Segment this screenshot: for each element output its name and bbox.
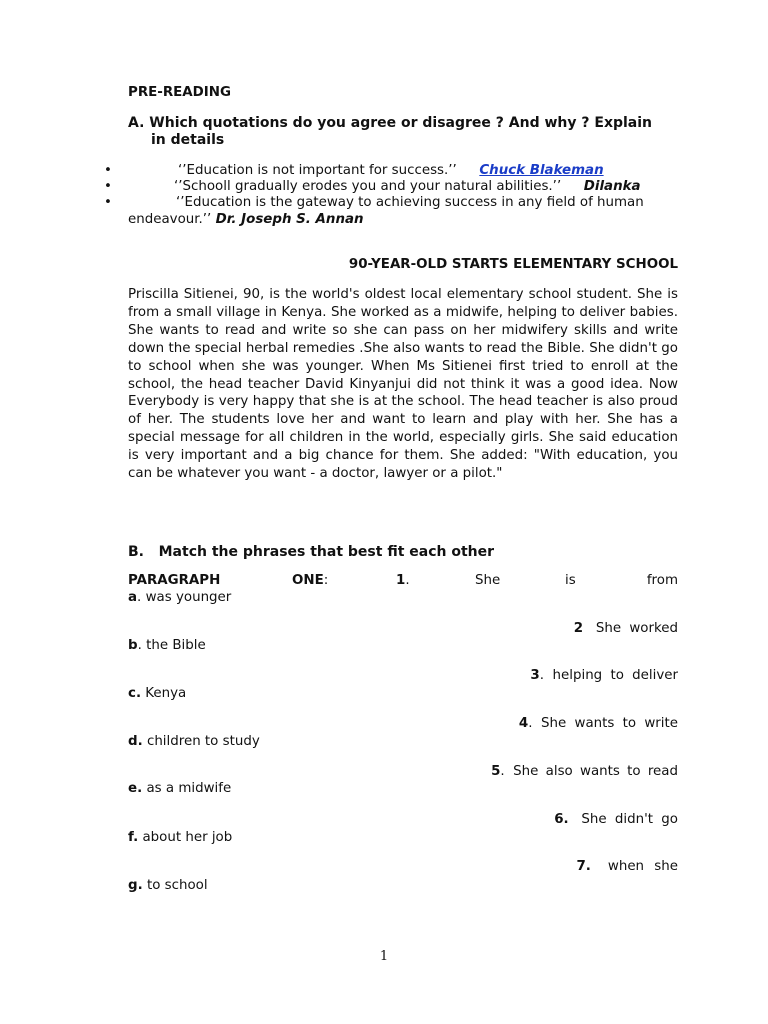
- item-text: She also wants to read: [513, 764, 678, 779]
- item-number: 1: [396, 573, 406, 588]
- lettered-item: [128, 734, 260, 749]
- lettered-item: [128, 590, 231, 605]
- item-word: from: [646, 573, 678, 588]
- item-letter: d.: [128, 734, 143, 749]
- item-sep: .: [528, 716, 533, 731]
- quote-author-link[interactable]: Chuck Blakeman: [479, 163, 604, 178]
- item-letter: c.: [128, 686, 142, 701]
- item-text: the Bible: [146, 638, 206, 653]
- quote-text: ‘’Education is not important for success.’’: [178, 163, 457, 178]
- item-sep: .: [137, 638, 142, 653]
- quote-text-line2: endeavour.’’: [128, 211, 212, 227]
- item-number: 2: [573, 621, 584, 636]
- section-b-heading: [128, 544, 494, 560]
- item-text: when she: [607, 859, 678, 874]
- page-number: 1: [379, 949, 389, 964]
- quote-author: Dr. Joseph S. Annan: [215, 211, 364, 227]
- article-body: Priscilla Sitienei, 90, is the world's oldest local elementary school student. She is from a small village in Kenya. She worked as a midwife, helping to deliver babies. She wants to read and write so she can pass on her midwifery skills and write down the special herbal remedies .She also wants to read the Bible. She didn't go to school when she was younger. When Ms Sitienei first tried to enroll at the school, the head teacher David Kinyanjui did not think it was a good idea. Now Everybody is very happy that she is at the school. The head teacher is also proud of her. The students love her and want to learn and play with her. She has a special message for all children in the world, especially girls. She said education is very important and a big chance for them. She added: "With education, you can be whatever you want - a doctor, lawyer or a pilot.": [128, 287, 678, 482]
- item-number: 6.: [554, 812, 569, 827]
- section-a-letter: A.: [128, 115, 145, 131]
- item-text: children to study: [146, 734, 260, 749]
- quote-item: [104, 163, 679, 180]
- numbered-item: [491, 764, 678, 779]
- section-a-line1: Which quotations do you agree or disagree ? And why ? Explain: [149, 115, 653, 131]
- lettered-item: [128, 686, 186, 701]
- bullet-icon: •: [104, 163, 112, 178]
- item-letter: b: [128, 638, 138, 653]
- item-letter: g.: [128, 878, 143, 893]
- quote-text: ‘’Schooll gradually erodes you and your natural abilities.’’: [174, 179, 562, 194]
- paragraph-label: PARAGRAPH: [128, 573, 221, 588]
- section-b-text: Match the phrases that best fit each other: [158, 544, 495, 560]
- numbered-item: [519, 716, 678, 731]
- item-letter: e.: [128, 781, 143, 796]
- quote-text-line1: ‘’Education is the gateway to achieving success in any field of human: [176, 195, 644, 210]
- bullet-icon: •: [104, 195, 112, 210]
- section-a-question: [128, 115, 678, 149]
- item-text: as a midwife: [146, 781, 232, 796]
- lettered-item: [128, 638, 206, 653]
- item-number: 5: [491, 764, 501, 779]
- item-number: 3: [530, 668, 540, 683]
- item-word: She: [475, 573, 501, 588]
- numbered-item: [576, 859, 678, 874]
- quote-author: Dilanka: [583, 179, 641, 194]
- lettered-item: [128, 878, 208, 893]
- item-text: was younger: [145, 590, 232, 605]
- paragraph-label-one: ONE: [292, 573, 324, 588]
- item-word: is: [565, 573, 576, 588]
- quote-item: [104, 179, 679, 196]
- item-text: helping to deliver: [552, 668, 678, 683]
- pre-reading-heading: PRE-READING: [128, 85, 231, 100]
- section-a-line2: in details: [151, 132, 225, 148]
- lettered-item: [128, 830, 232, 845]
- article-title: 90-YEAR-OLD STARTS ELEMENTARY SCHOOL: [348, 257, 678, 272]
- item-letter: a: [128, 590, 138, 605]
- item-letter: f.: [128, 830, 139, 845]
- bullet-icon: •: [104, 179, 112, 194]
- item-text: She worked: [595, 621, 678, 636]
- item-text: about her job: [142, 830, 233, 845]
- quote-item: [104, 195, 679, 229]
- item-text: to school: [146, 878, 208, 893]
- item-number: 7.: [576, 859, 591, 874]
- paragraph-one-row: [128, 572, 678, 590]
- item-sep: .: [405, 573, 410, 588]
- numbered-item: [574, 621, 678, 636]
- paragraph-label-colon: :: [323, 573, 329, 588]
- item-text: She didn't go: [581, 812, 678, 827]
- numbered-item: [554, 812, 678, 827]
- item-text: She wants to write: [541, 716, 678, 731]
- item-sep: .: [137, 590, 142, 605]
- item-number: 4: [518, 716, 529, 731]
- numbered-item: [530, 668, 678, 683]
- lettered-item: [128, 781, 231, 796]
- section-b-letter: B.: [128, 544, 144, 560]
- item-sep: .: [539, 668, 545, 683]
- item-text: Kenya: [145, 686, 187, 701]
- item-sep: .: [500, 764, 505, 779]
